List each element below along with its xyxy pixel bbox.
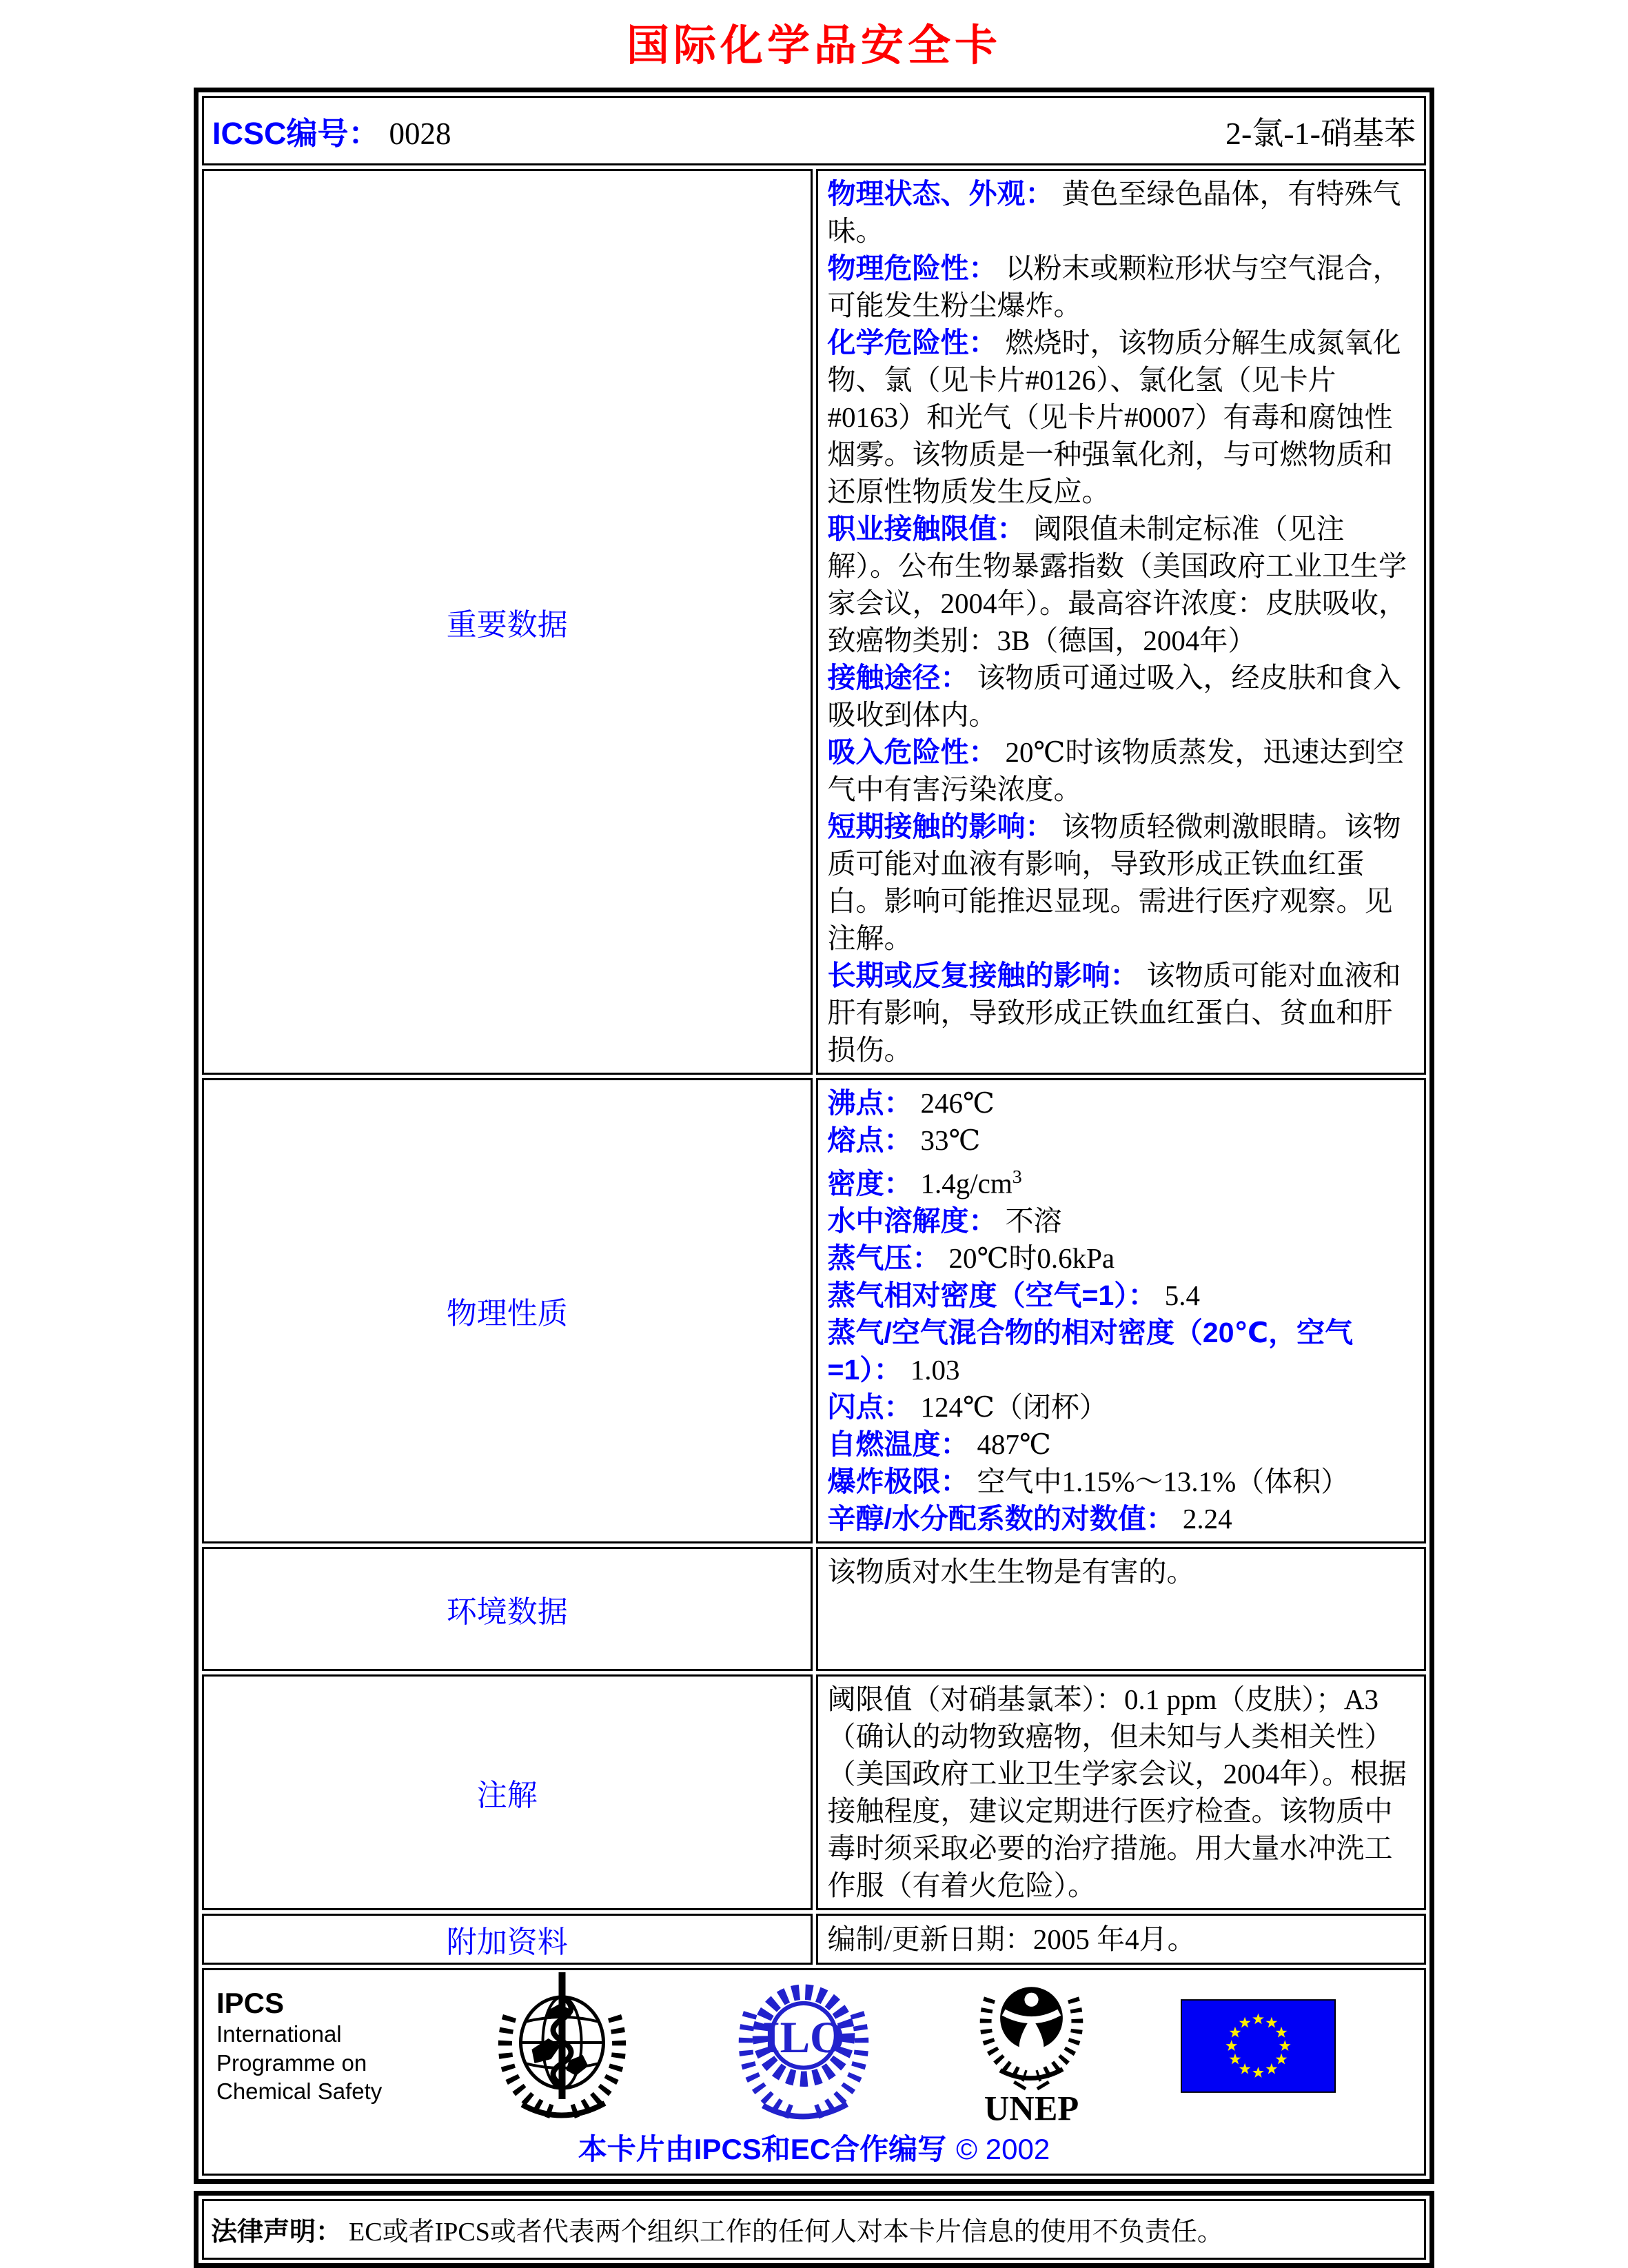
field-label: 自燃温度：: [827, 1428, 969, 1460]
icsc-number-value: 0028: [389, 117, 451, 151]
property-row: [828, 1277, 1415, 1314]
ilo-logo-icon: [725, 1965, 882, 2127]
property-row: [828, 1500, 1415, 1537]
icsc-number: [212, 108, 451, 153]
important-entry: [828, 324, 1415, 510]
header-cell: [202, 96, 1426, 165]
field-label: 接触途径：: [827, 662, 969, 693]
property-row: [828, 1159, 1415, 1202]
field-value: 1.03: [910, 1353, 960, 1386]
unep-logo-icon: [968, 1966, 1095, 2126]
field-value: 以粉末或颗粒形状与空气混合，可能发生粉尘爆炸。: [827, 252, 1401, 321]
ipcs-full-name-line: Programme on: [216, 2049, 367, 2076]
field-label: 熔点：: [827, 1124, 913, 1156]
legal-row: [202, 2199, 1426, 2260]
field-value: 33℃: [920, 1124, 981, 1156]
field-value: 该物质可通过吸入，经皮肤和食入吸收到体内。: [827, 662, 1401, 731]
section-title-physical-properties: 物理性质: [202, 1078, 813, 1543]
chemical-name: 2-氯-1-硝基苯: [1225, 115, 1416, 151]
important-data-content: [816, 169, 1427, 1075]
additional-info-text: 编制/更新日期：2005 年4月。: [816, 1914, 1427, 1965]
legal-cell: [202, 2199, 1426, 2260]
field-label: 职业接触限值：: [827, 513, 1026, 545]
unep-logo-text: UNEP: [984, 2089, 1079, 2127]
field-value: 空气中1.15%～13.1%（体积）: [977, 1465, 1350, 1497]
credit-text: 本卡片由IPCS和EC合作编写: [578, 2132, 947, 2165]
field-label: 长期或反复接触的影响：: [827, 960, 1139, 991]
property-row: [828, 1463, 1415, 1500]
field-value: 燃烧时，该物质分解生成氮氧化物、氯（见卡片#0126）、氯化氢（见卡片#0163）和光气（见卡片#0007）有毒和腐蚀性烟雾。该物质是一种强氧化剂，与可燃物质和还原性物质发生反应。: [827, 327, 1401, 507]
field-value: 246℃: [920, 1087, 995, 1119]
section-title-notes: 注解: [202, 1674, 813, 1910]
important-data-row: [202, 169, 1426, 1075]
additional-info-row: [202, 1914, 1426, 1965]
field-label: 短期接触的影响：: [827, 811, 1054, 842]
property-row: [828, 1239, 1415, 1277]
legal-statement-table: [194, 2191, 1434, 2268]
ipcs-full-name-line: Chemical Safety: [216, 2078, 383, 2104]
section-title-important-data: 重要数据: [202, 169, 813, 1075]
property-row: [828, 1084, 1415, 1122]
legal-label: 法律声明：: [211, 2218, 343, 2247]
field-value: 5.4: [1164, 1279, 1200, 1311]
copyright-text: © 2002: [956, 2132, 1050, 2165]
property-row: [828, 1122, 1415, 1159]
field-value: 124℃（闭杯）: [920, 1390, 1108, 1423]
field-value: 1.4g/cm: [920, 1167, 1013, 1199]
header-row: [202, 96, 1426, 165]
field-label: 化学危险性：: [827, 327, 997, 358]
field-value: 20℃时0.6kPa: [948, 1242, 1115, 1274]
field-label: 爆炸极限：: [827, 1465, 969, 1497]
field-value: 该物质可能对血液和肝有影响，导致形成正铁血红蛋白、贫血和肝损伤。: [827, 960, 1401, 1066]
important-entry: [828, 510, 1415, 659]
section-title-environmental-data: 环境数据: [202, 1547, 813, 1671]
field-label: 水中溶解度：: [827, 1204, 997, 1237]
important-entry: [828, 659, 1415, 733]
physical-properties-content: [816, 1078, 1427, 1543]
field-value: 该物质轻微刺激眼睛。该物质可能对血液有影响，导致形成正铁血红蛋白。影响可能推迟显现。需进行医疗观察。见注解。: [827, 811, 1401, 954]
field-label: 闪点：: [827, 1390, 913, 1423]
field-label: 蒸气/空气混合物的相对密度（20℃，空气=1）：: [827, 1316, 1354, 1386]
field-label: 物理危险性：: [827, 252, 997, 284]
important-entry: [828, 733, 1415, 808]
environmental-data-text: 该物质对水生生物是有害的。: [816, 1547, 1427, 1671]
legal-text: EC或者IPCS或者代表两个组织工作的任何人对本卡片信息的使用不负责任。: [349, 2218, 1223, 2247]
logos-cell: [202, 1968, 1426, 2176]
property-row: [828, 1426, 1415, 1463]
icsc-card-table: [194, 88, 1434, 2184]
field-label: 密度：: [827, 1167, 913, 1199]
field-value: 2.24: [1182, 1502, 1232, 1535]
section-title-additional-info: 附加资料: [202, 1914, 813, 1965]
ilo-logo-text: ILO: [762, 2013, 845, 2063]
important-entry: [828, 175, 1415, 250]
environmental-data-row: [202, 1547, 1426, 1671]
field-label: 物理状态、外观：: [827, 178, 1054, 210]
field-value: 不溶: [1005, 1204, 1062, 1237]
icsc-number-label: ICSC编号：: [212, 116, 380, 151]
notes-row: [202, 1674, 1426, 1910]
field-value: 阈限值未制定标准（见注解）。公布生物暴露指数（美国政府工业卫生学家会议，2004年）。最高容许浓度：皮肤吸收，致癌物类别：3B（德国，2004年）: [827, 513, 1407, 656]
property-row: [828, 1202, 1415, 1239]
ipcs-text-block: [216, 1987, 399, 2105]
field-label: 蒸气相对密度（空气=1）：: [827, 1279, 1157, 1311]
credit-line: [216, 2127, 1412, 2168]
important-entry: [828, 808, 1415, 957]
who-logo-icon: [485, 1967, 640, 2125]
important-entry: [828, 957, 1415, 1069]
property-row: [828, 1388, 1415, 1426]
field-value: 20℃时该物质蒸发，迅速达到空气中有害污染浓度。: [827, 736, 1405, 805]
important-entry: [828, 250, 1415, 324]
physical-properties-row: [202, 1078, 1426, 1543]
property-row: [828, 1314, 1415, 1388]
notes-text: 阈限值（对硝基氯苯）：0.1 ppm（皮肤）；A3（确认的动物致癌物，但未知与人类相关性）（美国政府工业卫生学家会议，2004年）。根据接触程度，建议定期进行医疗检查。该物质中毒时须采取必要的治疗措施。用大量水冲洗工作服（有着火危险）。: [816, 1674, 1427, 1910]
field-label: 蒸气压：: [827, 1242, 941, 1274]
logos-row: [202, 1968, 1426, 2176]
field-label: 沸点：: [827, 1087, 913, 1119]
page-title: 国际化学品安全卡: [626, 22, 1001, 70]
field-value-superscript: 3: [1012, 1166, 1022, 1188]
ipcs-full-name-line: International: [216, 2021, 342, 2047]
ipcs-abbreviation: IPCS: [216, 1987, 285, 2020]
field-label: 辛醇/水分配系数的对数值：: [827, 1502, 1174, 1535]
field-value: 黄色至绿色晶体，有特殊气味。: [827, 178, 1401, 247]
field-label: 吸入危险性：: [827, 736, 997, 768]
eu-flag-icon: [1181, 1999, 1336, 2093]
field-value: 487℃: [977, 1428, 1051, 1460]
